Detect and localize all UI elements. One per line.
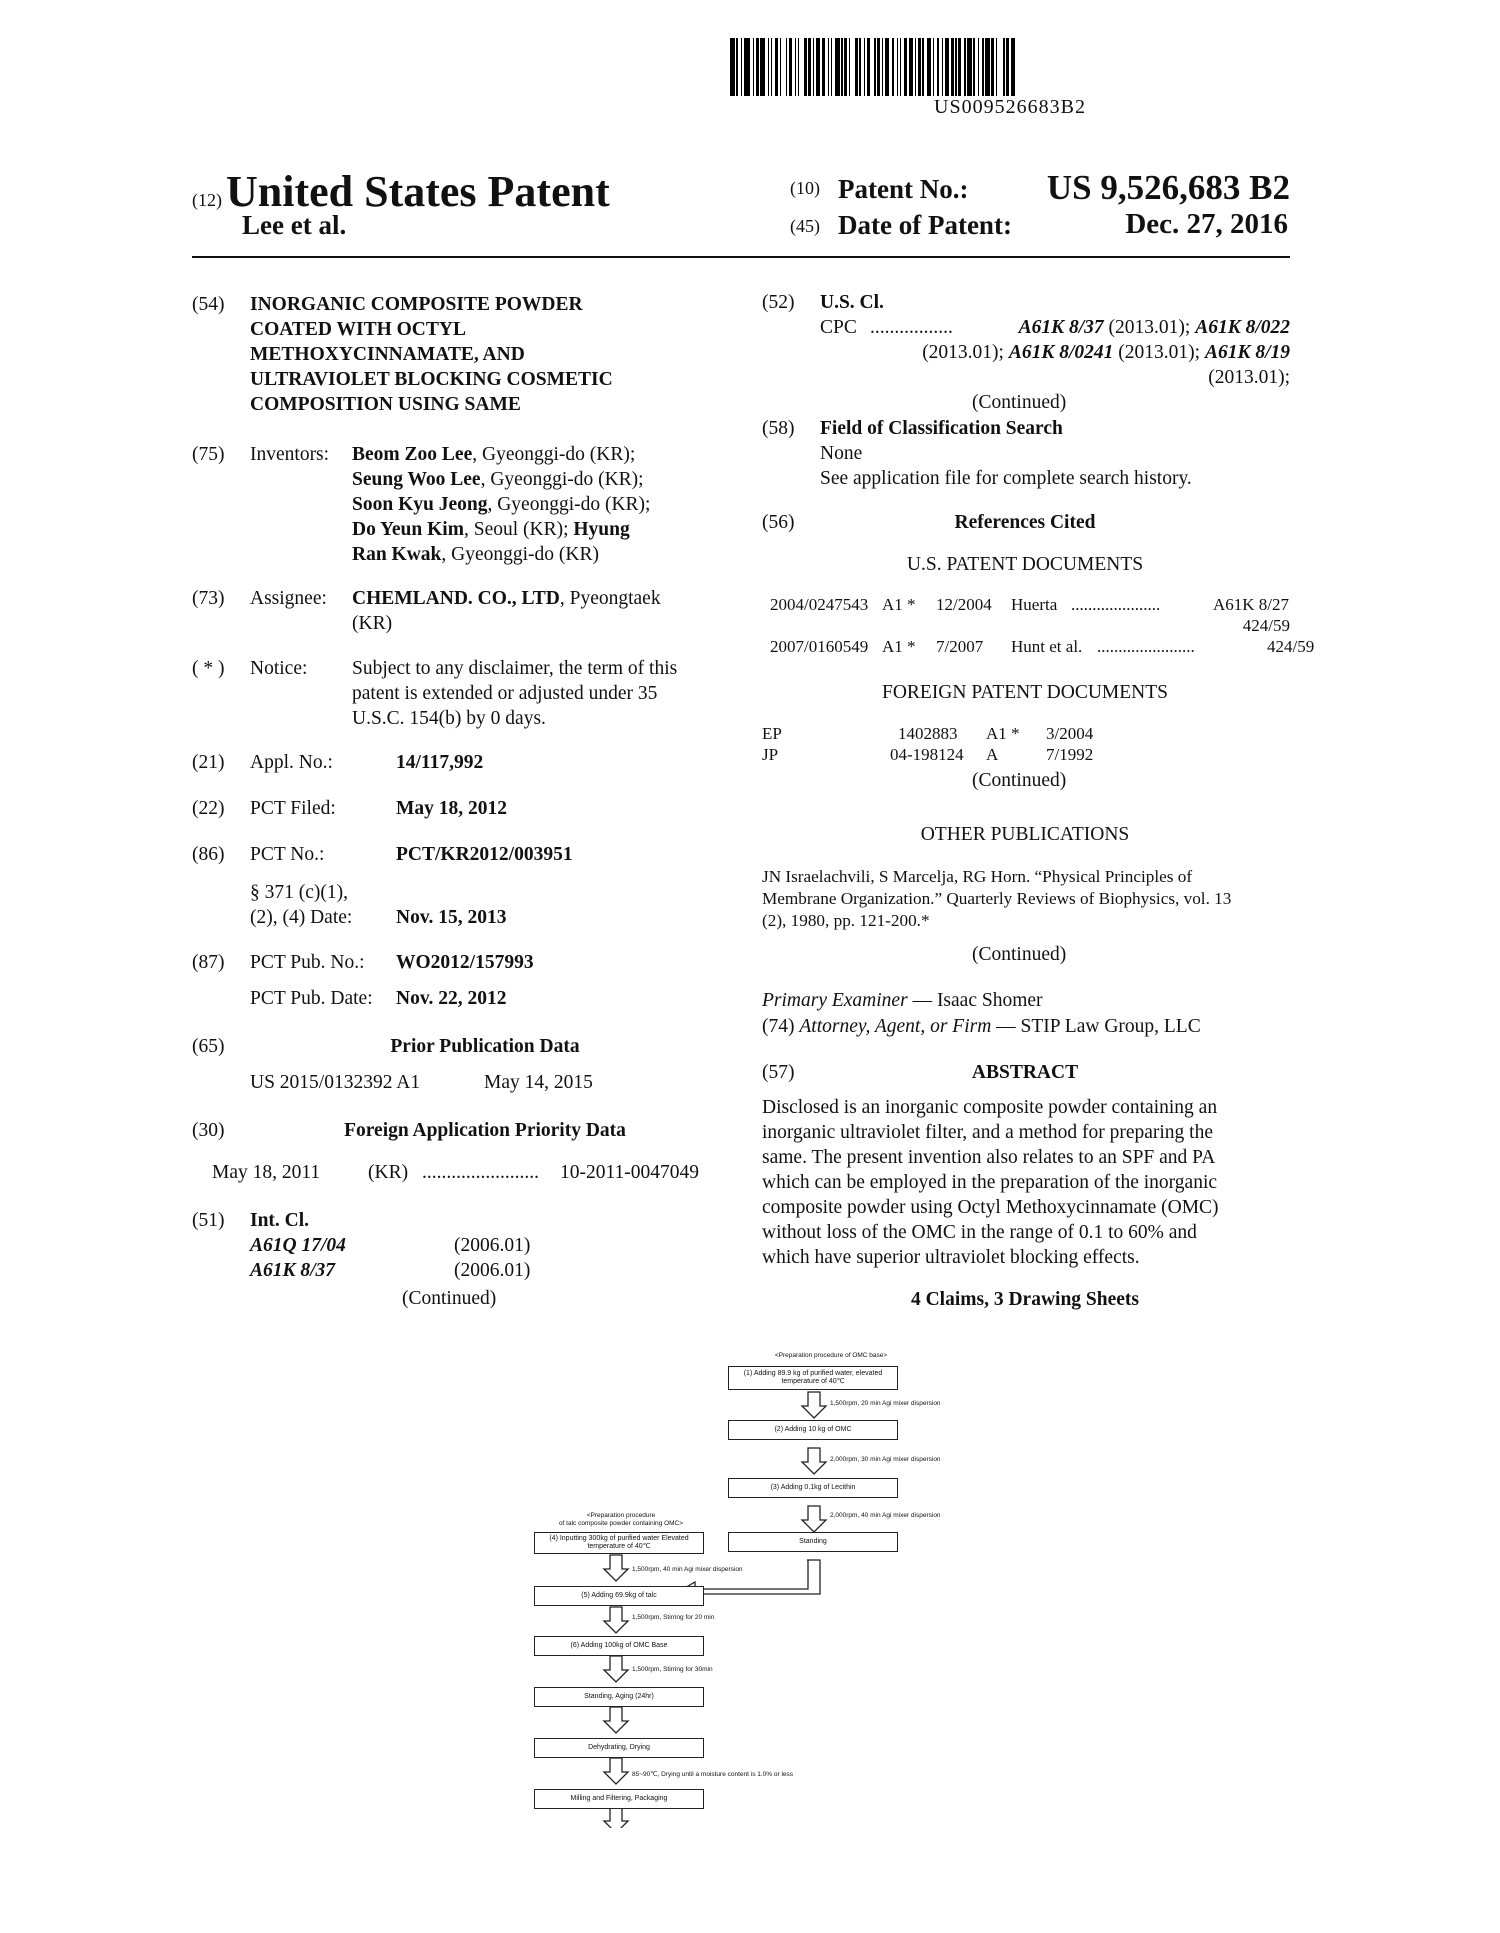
abstract-line: which can be employed in the preparation of the inorganic — [762, 1172, 1218, 1193]
cpc-class: A61K 8/37 — [1018, 317, 1104, 338]
barcode-bar — [1011, 38, 1016, 96]
intcl-class: A61K 8/37 — [250, 1260, 336, 1281]
us-docs-heading: U.S. PATENT DOCUMENTS — [906, 554, 1144, 575]
code-45: (45) — [790, 216, 820, 236]
talc-caption-3: 1,500rpm, Stirring for 30min — [632, 1666, 713, 1673]
abstract-line: inorganic ultraviolet filter, and a method for preparing the — [762, 1122, 1213, 1143]
prior-date: May 14, 2015 — [484, 1072, 593, 1093]
other-pub-line: JN Israelachvili, S Marcelja, RG Horn. “Physical Principles of — [762, 867, 1193, 886]
cpc-version: (2013.01); — [1103, 317, 1196, 338]
omc-procedure-title: <Preparation procedure of OMC base> — [774, 1352, 888, 1359]
other-pub-text — [762, 866, 1290, 932]
us-doc-row: 2004/0247543 A1 * 12/2004 Huerta ..................... A61K 8/27 — [770, 595, 1290, 614]
inventor-line: Do Yeun Kim, Seoul (KR); Hyung — [352, 519, 630, 540]
talc-procedure-title-1: <Preparation procedure — [586, 1512, 656, 1519]
cpc-class: A61K 8/022 — [1195, 317, 1290, 338]
inventors-list — [352, 442, 732, 567]
talc-caption-1: 1,500rpm, 40 min Agi mixer dispersion — [632, 1566, 743, 1573]
pct-filed-value: May 18, 2012 — [396, 798, 508, 819]
down-arrow-icon — [604, 1656, 628, 1682]
uscl-continued: (Continued) — [972, 392, 1067, 413]
appl-code: (21) — [192, 752, 225, 773]
omc-step-2: (2) Adding 10 kg of OMC — [728, 1420, 898, 1440]
foreign-priority-number: 10-2011-0047049 — [560, 1162, 700, 1183]
refs-heading: References Cited — [954, 512, 1096, 533]
abstract-line: Disclosed is an inorganic composite powder containing an — [762, 1097, 1218, 1118]
talc-step-packaging: Milling and Filtering, Packaging — [534, 1789, 704, 1809]
down-arrow-icon — [604, 1707, 628, 1733]
abstract-line: same. The present invention also relates to an SPF and PA — [762, 1147, 1216, 1168]
foreign-heading: Foreign Application Priority Data — [344, 1120, 626, 1141]
appl-label: Appl. No.: — [250, 752, 333, 773]
pub-no-label: PCT Pub. No.: — [250, 952, 365, 973]
inventor-line: Soon Kyu Jeong, Gyeonggi-do (KR); — [352, 494, 651, 515]
title-line: INORGANIC COMPOSITE POWDER — [250, 294, 583, 315]
field-code: (58) — [762, 418, 795, 439]
omc-caption-2: 2,000rpm, 30 min Agi mixer dispersion — [830, 1456, 941, 1463]
s371-line2: (2), (4) Date: — [250, 907, 353, 928]
pct-no-value: PCT/KR2012/003951 — [396, 844, 573, 865]
foreign-priority-country: (KR) — [368, 1162, 409, 1183]
prior-heading: Prior Publication Data — [390, 1036, 580, 1057]
intcl-version: (2006.01) — [454, 1235, 531, 1256]
s371-value: Nov. 15, 2013 — [396, 907, 507, 928]
talc-caption-5: 85~90℃, Drying until a moisture content is 1.0% or less — [632, 1771, 794, 1778]
abstract-heading: ABSTRACT — [971, 1062, 1079, 1083]
other-pub-heading: OTHER PUBLICATIONS — [920, 824, 1130, 845]
omc-step-4: Standing — [728, 1532, 898, 1552]
patent-date: Dec. 27, 2016 — [1125, 208, 1288, 240]
foreign-continued: (Continued) — [972, 770, 1067, 791]
down-arrow-icon — [604, 1607, 628, 1633]
notice-text — [352, 656, 720, 731]
assignee-value: CHEMLAND. CO., LTD, Pyeongtaek (KR) — [352, 588, 661, 634]
examiner-line: Primary Examiner — Isaac Shomer — [762, 990, 1043, 1011]
notice-line: patent is extended or adjusted under 35 — [352, 683, 658, 704]
prior-pub: US 2015/0132392 A1 — [250, 1072, 421, 1093]
title-code: (54) — [192, 294, 225, 315]
notice-line: U.S.C. 154(b) by 0 days. — [352, 708, 546, 729]
abstract-line: which have superior ultraviolet blocking effects. — [762, 1247, 1140, 1268]
omc-caption-3: 2,000rpm, 40 min Agi mixer dispersion — [830, 1512, 941, 1519]
notice-line: Subject to any disclaimer, the term of this — [352, 658, 678, 679]
foreign-doc-row: EP 1402883 A1 * 3/2004 — [762, 724, 1094, 743]
pub-no-value: WO2012/157993 — [396, 952, 534, 973]
refs-code: (56) — [762, 512, 795, 533]
cpc-line1 — [1019, 315, 1290, 340]
patent-number: US 9,526,683 B2 — [1046, 168, 1290, 207]
omc-step-1: (1) Adding 89.9 kg of purified water, elevated temperature of 40℃ — [728, 1366, 898, 1390]
authors: Lee et al. — [242, 210, 347, 240]
code-12: (12) — [192, 190, 222, 210]
pct-filed-label: PCT Filed: — [250, 798, 336, 819]
down-arrow-icon — [802, 1448, 826, 1474]
abstract-text — [762, 1095, 1290, 1270]
inventors-code: (75) — [192, 444, 225, 465]
abstract-code: (57) — [762, 1062, 795, 1083]
pct-no-code: (86) — [192, 844, 225, 865]
title-line: COATED WITH OCTYL — [250, 319, 466, 340]
assignee-label: Assignee: — [250, 588, 327, 609]
cpc-line2 — [922, 340, 1290, 365]
intcl-code: (51) — [192, 1210, 225, 1231]
date-label: Date of Patent: — [838, 210, 1012, 240]
cpc-dots: ................. — [870, 317, 953, 338]
assignee-code: (73) — [192, 588, 225, 609]
talc-procedure-title-2: of talc composite powder containing OMC> — [558, 1520, 684, 1527]
title-line: COMPOSITION USING SAME — [250, 394, 521, 415]
pub-date-value: Nov. 22, 2012 — [396, 988, 507, 1009]
notice-label: Notice: — [250, 658, 308, 679]
intcl-continued: (Continued) — [402, 1288, 497, 1309]
down-arrow-icon — [604, 1555, 628, 1581]
prior-code: (65) — [192, 1036, 225, 1057]
us-doc-class2: 424/59 — [1242, 616, 1290, 635]
pct-filed-code: (22) — [192, 798, 225, 819]
talc-step-4: (4) Inputting 300kg of purified water Elevated temperature of 40℃ — [534, 1532, 704, 1554]
talc-step-drying: Dehydrating, Drying — [534, 1738, 704, 1758]
down-arrow-icon — [802, 1506, 826, 1532]
down-arrow-icon — [604, 1807, 628, 1828]
field-heading: Field of Classification Search — [820, 418, 1063, 439]
foreign-priority-dots: ........................ — [422, 1162, 539, 1183]
abstract-line: composite powder using Octyl Methoxycinnamate (OMC) — [762, 1197, 1219, 1218]
foreign-docs-heading: FOREIGN PATENT DOCUMENTS — [881, 682, 1169, 703]
header-divider — [192, 256, 1290, 258]
code-10: (10) — [790, 178, 820, 198]
omc-step-3: (3) Adding 0.1kg of Lecithin — [728, 1478, 898, 1498]
cpc-class: A61K 8/19 — [1204, 342, 1290, 363]
patent-no-label: Patent No.: — [838, 174, 969, 204]
uscl-code: (52) — [762, 292, 795, 313]
down-arrow-icon — [604, 1758, 628, 1784]
cpc-class: A61K 8/0241 — [1008, 342, 1114, 363]
cpc-version: (2013.01); — [922, 342, 1009, 363]
title-line: METHOXYCINNAMATE, AND — [250, 344, 525, 365]
inventor-line: Seung Woo Lee, Gyeonggi-do (KR); — [352, 469, 644, 490]
foreign-doc-row: JP 04-198124 A 7/1992 — [762, 745, 1094, 764]
us-doc-row: 2007/0160549 A1 * 7/2007 Hunt et al. ....................... 424/59 — [770, 637, 1315, 656]
attorney-line: (74) Attorney, Agent, or Firm — STIP Law Group, LLC — [762, 1016, 1201, 1037]
cpc-version: (2013.01); — [1113, 342, 1205, 363]
other-pub-continued: (Continued) — [972, 944, 1067, 965]
invention-title — [250, 292, 670, 417]
omc-caption-1: 1,500rpm, 20 min Agi mixer dispersion — [830, 1400, 941, 1407]
inventor-line: Ran Kwak, Gyeonggi-do (KR) — [352, 544, 600, 565]
appl-value: 14/117,992 — [396, 752, 484, 773]
down-arrow-icon — [802, 1392, 826, 1418]
barcode-number: US009526683B2 — [934, 96, 1086, 118]
intcl-version: (2006.01) — [454, 1260, 531, 1281]
other-pub-line: (2), 1980, pp. 121-200.* — [762, 911, 930, 930]
field-note: See application file for complete search history. — [820, 468, 1192, 489]
intcl-class: A61Q 17/04 — [250, 1235, 346, 1256]
talc-step-6: (6) Adding 100kg of OMC Base — [534, 1636, 704, 1656]
talc-step-aging: Standing, Aging (24hr) — [534, 1687, 704, 1707]
title-line: ULTRAVIOLET BLOCKING COSMETIC — [250, 369, 613, 390]
other-pub-line: Membrane Organization.” Quarterly Reviews of Biophysics, vol. 13 — [762, 889, 1232, 908]
cpc-line3: (2013.01); — [1208, 367, 1290, 388]
foreign-priority-date: May 18, 2011 — [212, 1162, 321, 1183]
talc-step-5: (5) Adding 69.9kg of talc — [534, 1586, 704, 1606]
cpc-label: CPC — [820, 317, 857, 338]
abstract-line: without loss of the OMC in the range of 0.1 to 60% and — [762, 1222, 1197, 1243]
inventors-label: Inventors: — [250, 444, 330, 465]
intcl-heading: Int. Cl. — [250, 1210, 310, 1231]
talc-caption-2: 1,500rpm, Stirring for 20 min — [632, 1614, 715, 1621]
claims-sheets: 4 Claims, 3 Drawing Sheets — [910, 1289, 1140, 1310]
pct-no-label: PCT No.: — [250, 844, 325, 865]
barcode — [730, 38, 1290, 96]
field-none: None — [820, 443, 863, 464]
inventor-line: Beom Zoo Lee, Gyeonggi-do (KR); — [352, 444, 636, 465]
uscl-heading: U.S. Cl. — [820, 292, 884, 313]
s371-line1: § 371 (c)(1), — [250, 882, 349, 903]
pub-date-label: PCT Pub. Date: — [250, 988, 373, 1009]
foreign-code: (30) — [192, 1120, 225, 1141]
notice-code: ( * ) — [192, 658, 225, 679]
doc-type: United States Patent — [226, 167, 610, 216]
pub-no-code: (87) — [192, 952, 225, 973]
